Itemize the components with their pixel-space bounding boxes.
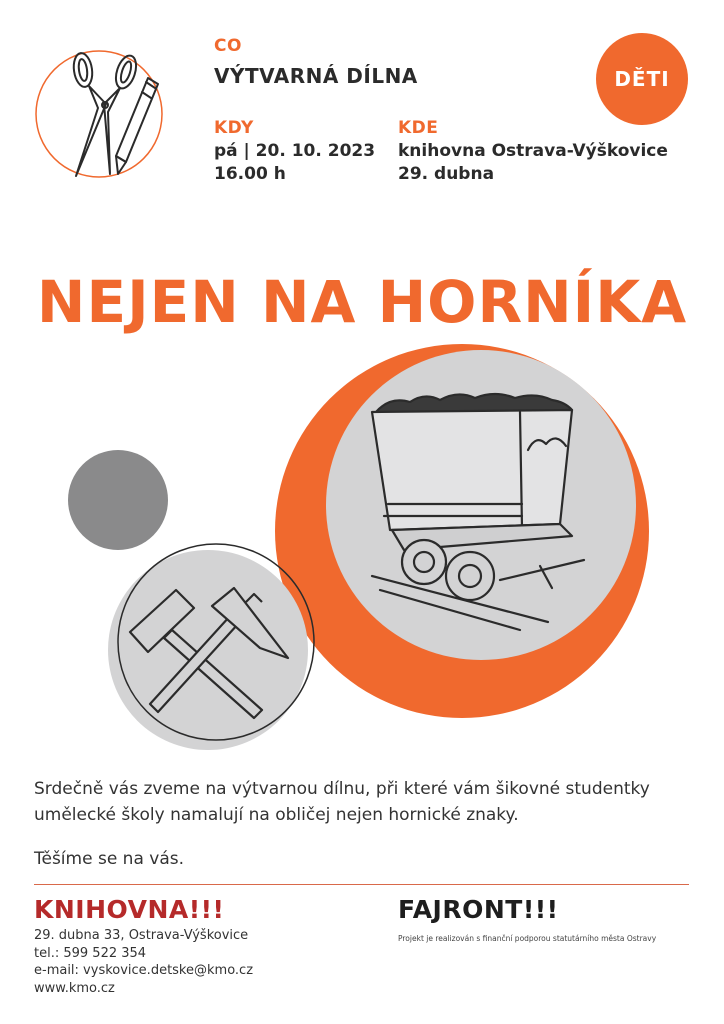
greeting: Těšíme se na vás.	[34, 849, 185, 869]
mining-illustration	[0, 340, 724, 760]
what-value: VÝTVARNÁ DÍLNA	[214, 64, 418, 88]
invitation-text	[34, 776, 704, 872]
address: 29. dubna 33, Ostrava-Výškovice	[34, 928, 249, 943]
website-link[interactable]: www.kmo.cz	[34, 980, 115, 996]
where-street: 29. dubna	[398, 164, 495, 184]
scissors-pencil-badge	[34, 34, 164, 192]
email[interactable]: e-mail: vyskovice.detske@kmo.cz	[34, 963, 254, 978]
when-label: KDY	[214, 118, 254, 138]
where-place: knihovna Ostrava-Výškovice	[398, 141, 668, 161]
grey-dot	[68, 450, 168, 550]
what-label: CO	[214, 36, 242, 56]
phone: tel.: 599 522 354	[34, 945, 147, 961]
funding-note: Projekt je realizován s finanční podporou statutárního města Ostravy	[398, 934, 657, 943]
contact-block	[34, 927, 253, 997]
audience-badge: DĚTI	[596, 33, 688, 125]
fajront-logo: FAJRONT!!!	[398, 895, 559, 924]
footer-divider	[34, 884, 689, 885]
where-label: KDE	[398, 118, 439, 138]
library-logo: KNIHOVNA!!!	[34, 895, 225, 924]
when-date: pá | 20. 10. 2023	[214, 141, 376, 161]
when-time: 16.00 h	[214, 164, 286, 184]
page-title: NEJEN NA HORNÍKA	[36, 268, 688, 336]
invite-paragraph: Srdečně vás zveme na výtvarnou dílnu, při které vám šikovné studentky umělecké školy namalují na obličej nejen hornické znaky.	[34, 779, 650, 825]
